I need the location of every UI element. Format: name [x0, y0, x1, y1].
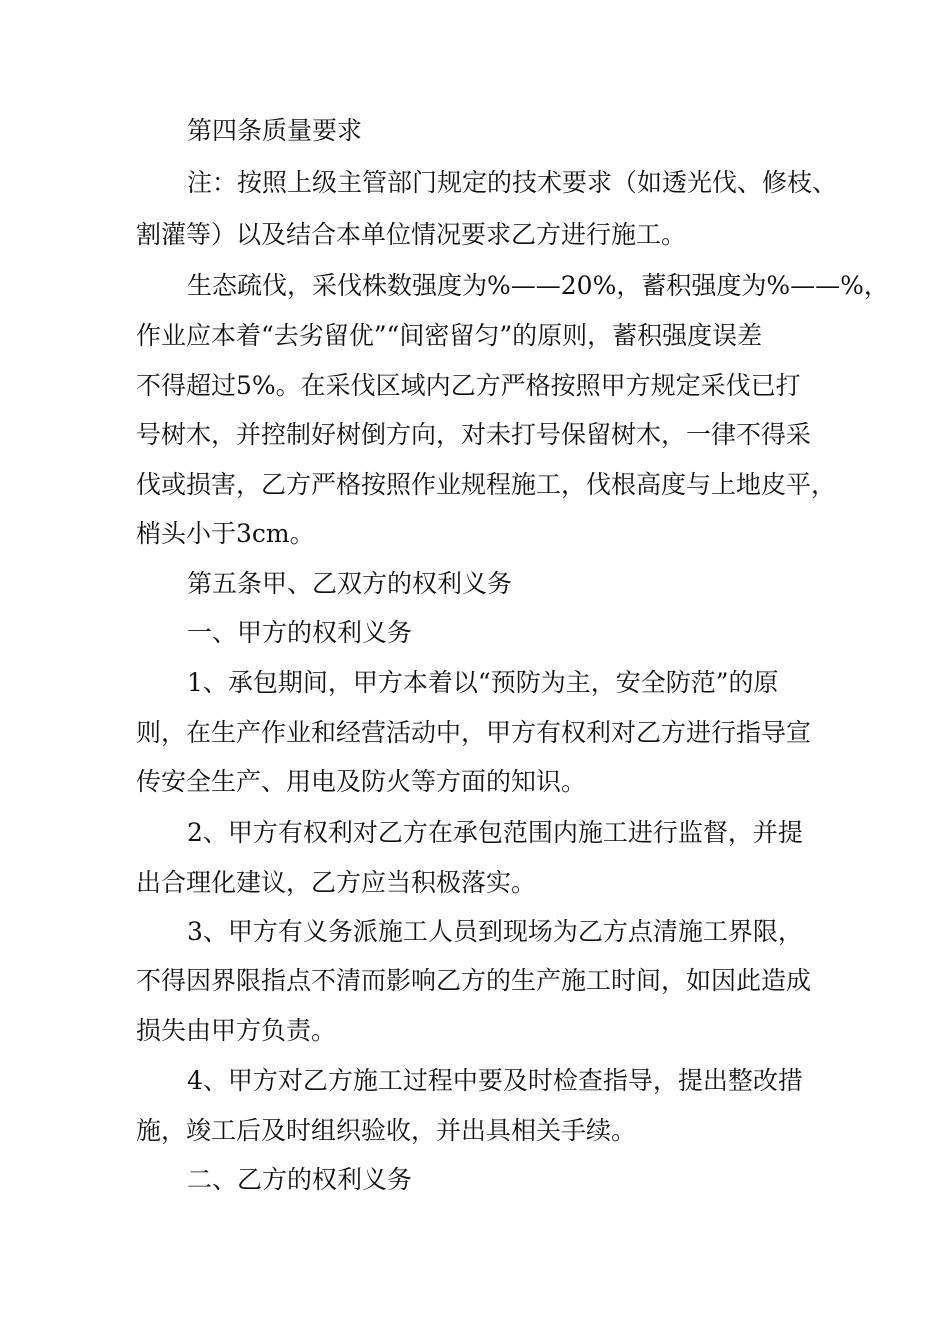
subheading-party-b: 二、乙方的权利义务: [187, 1165, 413, 1194]
paragraph-line: 伐或损害，乙方严格按照作业规程施工，伐根高度与上地皮平，: [136, 470, 837, 499]
paragraph-line: 出合理化建议，乙方应当积极落实。: [136, 868, 537, 897]
paragraph-line: 2、甲方有权利对乙方在承包范围内施工进行监督，并提: [187, 818, 803, 847]
paragraph-line: 传安全生产、用电及防火等方面的知识。: [136, 767, 587, 796]
section-heading-quality: 第四条质量要求: [187, 116, 363, 145]
paragraph-line: 注：按照上级主管部门规定的技术要求（如透光伐、修枝、: [187, 168, 838, 197]
subheading-party-a: 一、甲方的权利义务: [187, 618, 413, 647]
paragraph-line: 施，竣工后及时组织验收，并出具相关手续。: [136, 1116, 637, 1145]
paragraph-line: 梢头小于3cm。: [136, 519, 315, 548]
paragraph-line: 4、甲方对乙方施工过程中要及时检查指导，提出整改措: [187, 1066, 803, 1095]
section-heading-rights: 第五条甲、乙双方的权利义务: [187, 569, 513, 598]
paragraph-line: 生态疏伐，采伐株数强度为%——20%，蓄积强度为%——%，: [187, 271, 889, 300]
paragraph-line: 号树木，并控制好树倒方向，对未打号保留树木，一律不得采: [136, 420, 812, 449]
paragraph-line: 作业应本着“去劣留优”“间密留匀”的原则，蓄积强度误差: [136, 321, 763, 350]
paragraph-line: 损失由甲方负责。: [136, 1016, 337, 1045]
paragraph-line: 割灌等）以及结合本单位情况要求乙方进行施工。: [136, 220, 687, 249]
paragraph-line: 1、承包期间，甲方本着以“预防为主，安全防范”的原: [187, 668, 779, 697]
paragraph-line: 不得超过5%。在采伐区域内乙方严格按照甲方规定采伐已打: [136, 371, 801, 400]
paragraph-line: 则，在生产作业和经营活动中，甲方有权利对乙方进行指导宣: [136, 718, 812, 747]
paragraph-line: 3、甲方有义务派施工人员到现场为乙方点清施工界限，: [187, 917, 803, 946]
paragraph-line: 不得因界限指点不清而影响乙方的生产施工时间，如因此造成: [136, 966, 812, 995]
